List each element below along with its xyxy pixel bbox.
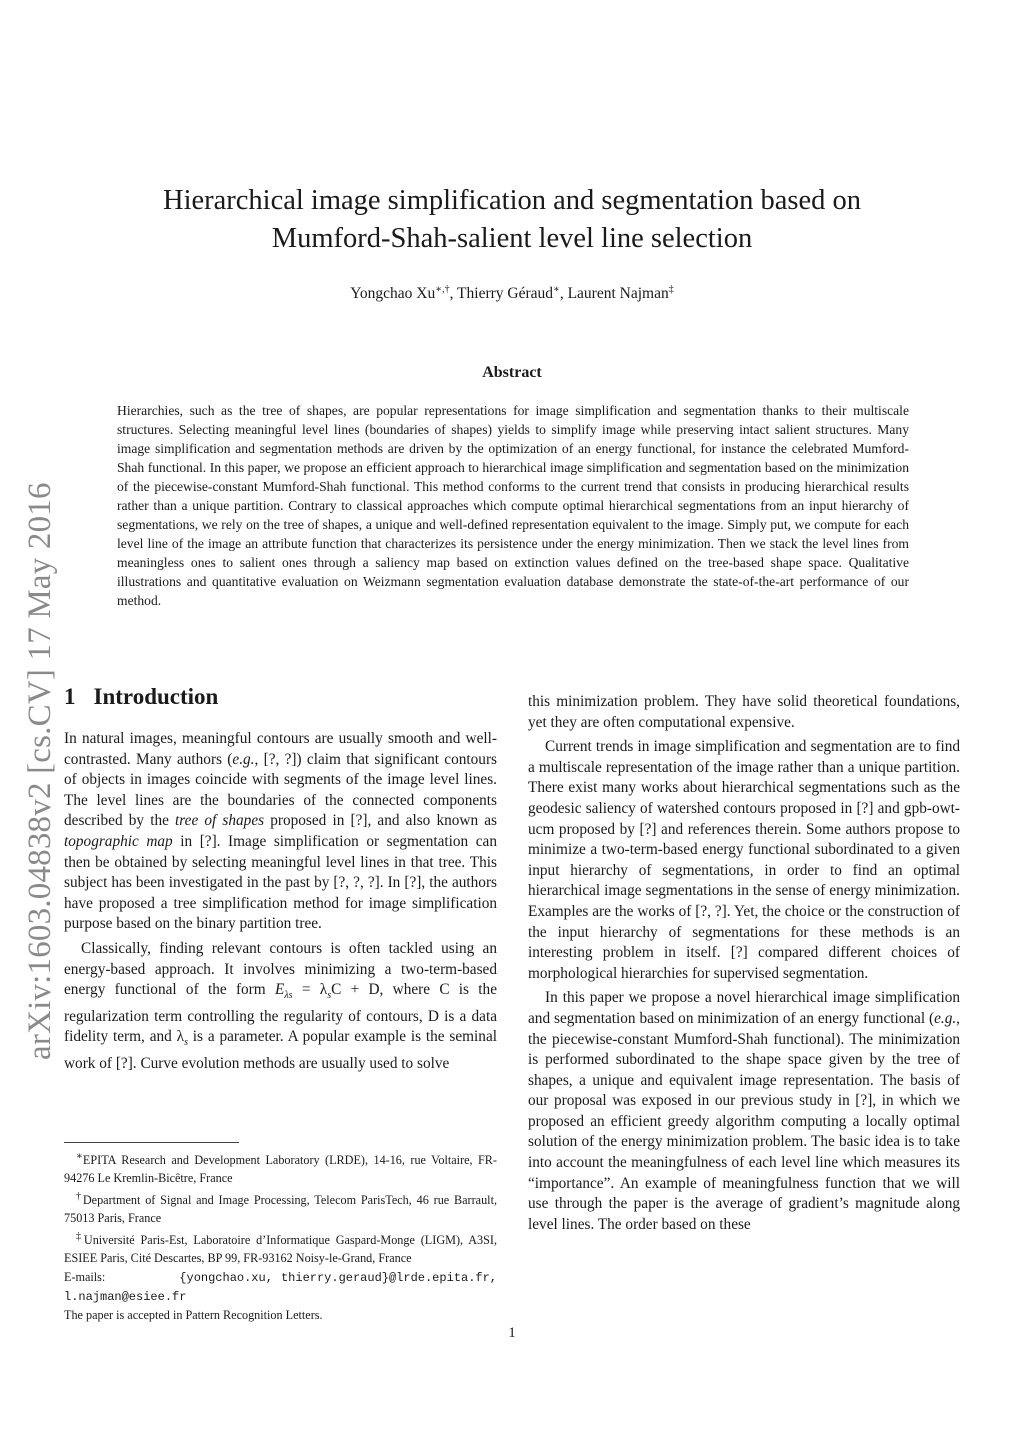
author-affiliation-mark: ∗ bbox=[553, 284, 560, 295]
page-number: 1 bbox=[508, 1325, 516, 1341]
abstract-text: Hierarchies, such as the tree of shapes, are popular representations for image simplification and segmentation thanks to their multiscale structures. Selecting meaningful level lines (boundaries of shapes) yields to simplify image while preserving intact salient structures. Many image simplification and segmentation methods are driven by the optimization of an energy functional, for instance the celebrated Mumford-Shah functional. In this paper, we propose an efficient approach to hierarchical image simplification and segmentation based on the minimization of the piecewise-constant Mumford-Shah functional. This method conforms to the current trend that consists in producing hierarchical results rather than a unique partition. Contrary to classical approaches which compute optimal hierarchical segmentations from an input hierarchy of segmentations, we rely on the tree of shapes, a unique and well-defined representation equivalent to the image. Simply put, we compute for each level line of the image an attribute function that characterizes its persistence under the energy minimization. Then we stack the level lines from meaningless ones to salient ones through a saliency map based on extinction values defined on the tree-based shape space. Qualitative illustrations and quantitative evaluation on Weizmann segmentation evaluation database demonstrate the state-of-the-art performance of our method. bbox=[117, 403, 909, 608]
body-paragraph: Current trends in image simplification and segmentation are to find a multiscale representation of the image rather than a unique partition. There exist many works about hierarchical segmentations such as the geodesic saliency of watershed contours proposed in [?] and gpb-owt-ucm proposed by [?] and references therein. Some authors propose to minimize a two-term-based energy functional subordinated to a given input hierarchy of segmentations, in order to find an optimal hierarchical image segmentations in the sense of energy minimization. Examples are the works of [?, ?]. Yet, the choice or the construction of the input hierarchy of segmentations for these methods is an interesting problem in itself. [?] compared different choices of morphological hierarchies for supervised segmentation. bbox=[528, 738, 960, 982]
author-affiliation-mark: ∗,† bbox=[435, 284, 450, 295]
right-column bbox=[528, 692, 960, 1235]
body-paragraph: this minimization problem. They have solid theoretical foundations, yet they are often computational expensive. bbox=[528, 693, 960, 731]
left-column bbox=[64, 729, 497, 1075]
body-paragraph: In this paper we propose a novel hierarchical image simplification and segmentation based on minimization of an energy functional (e.g., the piecewise-constant Mumford-Shah functional). The minimization is performed subordinated to the shape space given by the tree of shapes, a unique and equivalent image representation. The basis of our proposal was exposed in our previous study in [?], in which we proposed an efficient greedy algorithm computing a locally optimal solution of the energy minimization problem. The basic idea is to take into account the meaningfulness of each level line which measures its “importance”. An example of meaningfulness function that we will use through the paper is the average of gradient’s magnitude along level lines. The order based on these bbox=[528, 989, 960, 1233]
body-paragraph: Classically, finding relevant contours is often tackled using an energy-based approach. It involves minimizing a two-term-based energy functional of the form $E_{\lambda s} = \lambda_sC + D$, where C is the regularization term controlling the regularity of contours, D is a data fidelity term, and $\lambda_s$ is a parameter. A popular example is the seminal work of [?]. Curve evolution methods are usually used to solve bbox=[64, 939, 497, 1072]
author-name: Thierry Géraud bbox=[457, 285, 554, 303]
section-number: 1 bbox=[64, 684, 76, 709]
author-name: Laurent Najman bbox=[567, 285, 669, 303]
footnote-affiliation: †Department of Signal and Image Processing, Telecom ParisTech, 46 rue Barrault, 75013 Paris, France bbox=[64, 1190, 497, 1226]
arxiv-identifier-stamp: arXiv:1603.04838v2 [cs.CV] 17 May 2016 bbox=[22, 482, 58, 1060]
section-heading bbox=[64, 684, 218, 710]
abstract-heading: Abstract bbox=[482, 364, 542, 381]
footnote-acceptance-note: The paper is accepted in Pattern Recognition Letters. bbox=[64, 1308, 323, 1323]
footnote-emails: E-mails: {yongchao.xu, thierry.geraud}@lrde.epita.fr, l.najman@esiee.fr bbox=[64, 1269, 497, 1305]
body-paragraph: In natural images, meaningful contours are usually smooth and well-contrasted. Many authors (e.g., [?, ?]) claim that significant contours of objects in images coincide with segments of the image level lines. The level lines are the boundaries of the connected components described by the tree of shapes proposed in [?], and also known as topographic map in [?]. Image simplification or segmentation can then be obtained by selecting meaningful level lines in that tree. This subject has been investigated in the past by [?, ?, ?]. In [?], the authors have proposed a tree simplification method for image simplification purpose based on the binary partition tree. bbox=[64, 730, 497, 933]
paper-title bbox=[100, 182, 924, 258]
title-line-1: Hierarchical image simplification and segmentation based on bbox=[162, 185, 861, 216]
footnotes bbox=[64, 1148, 497, 1325]
author-name: Yongchao Xu bbox=[350, 285, 436, 303]
footnote-affiliation: ∗EPITA Research and Development Laboratory (LRDE), 14-16, rue Voltaire, FR-94276 Le Kremlin-Bicêtre, France bbox=[64, 1151, 497, 1186]
footnote-separator bbox=[64, 1142, 239, 1143]
footnote-affiliation: ‡Université Paris-Est, Laboratoire d’Informatique Gaspard-Monge (LIGM), A3SI, ESIEE Paris, Cité Descartes, BP 99, FR-93162 Noisy-le-Grand, France bbox=[64, 1230, 498, 1266]
author-affiliation-mark: ‡ bbox=[668, 284, 674, 295]
section-title: Introduction bbox=[93, 684, 219, 709]
author-list: Yongchao Xu∗,†, Thierry Géraud∗, Laurent Najman‡ bbox=[350, 284, 674, 303]
title-line-2: Mumford-Shah-salient level line selection bbox=[271, 223, 753, 254]
